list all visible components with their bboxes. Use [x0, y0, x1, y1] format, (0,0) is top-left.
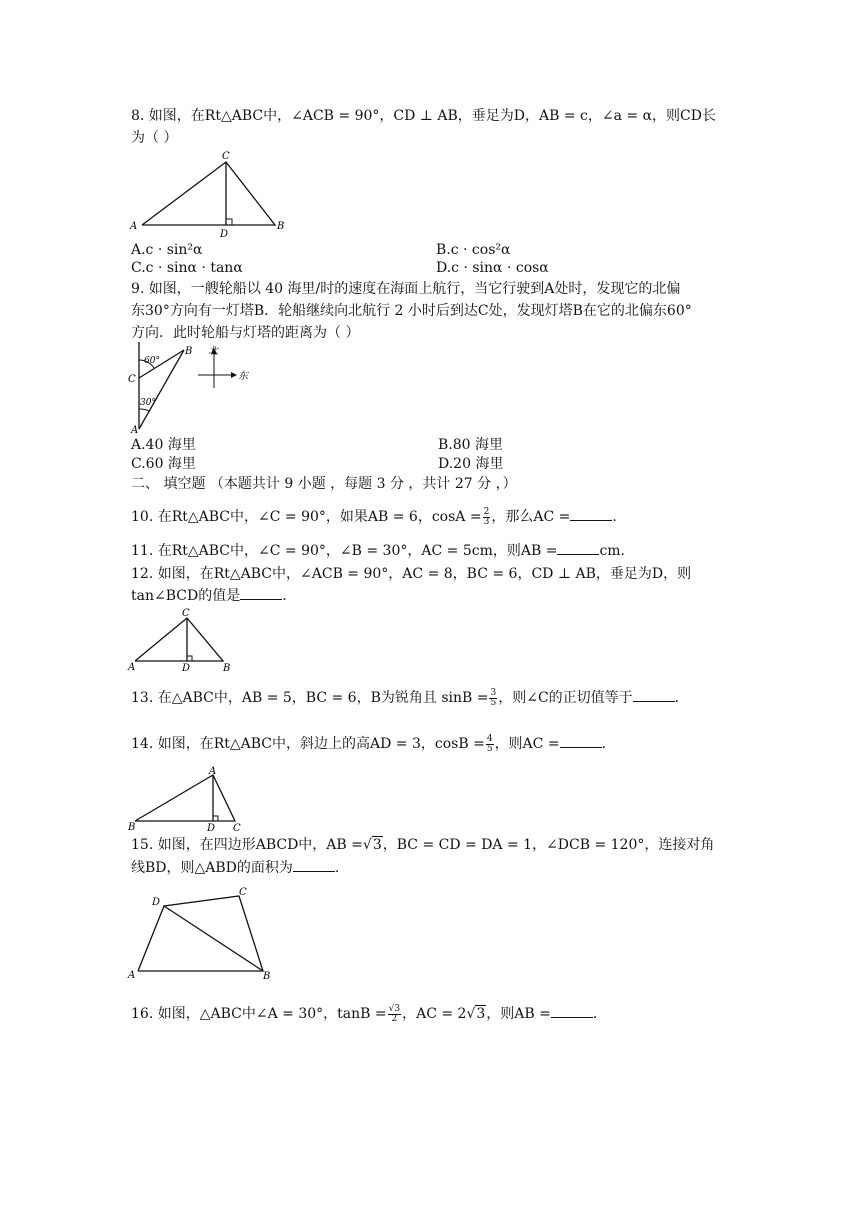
q13-fraction: $\frac{3}{5}$ — [490, 687, 497, 708]
q15-label-c: C — [239, 887, 247, 898]
q8-text-line1: 8. 如图，在Rt△ABC中，∠ACB = 90°，CD ⊥ AB，垂足为D，AB = c，∠a = α，则CD长 — [131, 108, 716, 124]
q9-label-a: A — [131, 425, 139, 434]
q14-triangle-figure — [125, 764, 250, 834]
q9-text-line2: 东30°方向有一灯塔B．轮船继续向北航行 2 小时后到达C处，发现灯塔B在它的北偏东60° — [131, 303, 692, 319]
q15-answer-blank — [293, 859, 335, 872]
q9-text-line1: 9. 如图，一艘轮船以 40 海里/时的速度在海面上航行，当它行驶到A处时，发现它的北偏 — [131, 281, 681, 297]
q12-label-d: D — [182, 663, 191, 674]
q16-answer-blank — [551, 1005, 593, 1018]
q12-label-c: C — [182, 608, 190, 619]
q15-sqrt: √3 — [362, 837, 382, 853]
q12-triangle-figure — [125, 608, 240, 676]
q9-ship-figure — [128, 342, 258, 434]
q14-answer-blank — [560, 735, 602, 748]
q11-text: 11. 在Rt△ABC中，∠C = 90°，∠B = 30°，AC = 5cm，则AB = cm. — [131, 543, 626, 559]
q14-label-a: A — [209, 766, 217, 777]
q12-label-a: A — [128, 662, 136, 673]
q10-fraction: $\frac{2}{3}$ — [483, 506, 490, 527]
q9-option-c: C.60 海里 — [131, 456, 196, 472]
q8-option-c: C.c · sinα · tanα — [131, 260, 243, 276]
q12-answer-blank — [240, 587, 282, 600]
q13-text: 13. 在△ABC中，AB = 5，BC = 6，B为锐角且 sinB = $\frac{3}{5}$ ，则∠C的正切值等于 . — [131, 687, 680, 708]
q16-sqrt: √3 — [466, 1006, 486, 1022]
q16-text: 16. 如图，△ABC中∠A = 30°，tanB = $\frac{√3}{2}$ ，AC = 2√3，则AB = . — [131, 1003, 598, 1024]
q12-text-line1: 12. 如图，在Rt△ABC中，∠ACB = 90°，AC = 8，BC = 6，CD ⊥ AB，垂足为D，则 — [131, 566, 692, 582]
q8-option-a: A.c · sin²α — [131, 242, 203, 258]
q8-text-line2: 为（ ） — [131, 130, 178, 146]
q9-option-a: A.40 海里 — [131, 437, 196, 453]
q16-fraction: $\frac{√3}{2}$ — [388, 1003, 401, 1024]
q8-label-c: C — [222, 151, 230, 162]
q14-label-d: D — [207, 823, 216, 834]
q9-angle-30: 30° — [140, 398, 156, 408]
q14-label-b: B — [128, 822, 136, 833]
q9-north-label: 北 — [208, 346, 218, 357]
q9-option-b: B.80 海里 — [438, 437, 504, 453]
q9-label-b: B — [185, 346, 193, 357]
q9-label-c: C — [128, 374, 136, 385]
q8-label-b: B — [277, 221, 285, 232]
q8-triangle-figure — [125, 146, 295, 241]
q9-text-line3: 方向．此时轮船与灯塔的距离为（ ） — [131, 325, 360, 341]
q13-answer-blank — [633, 689, 675, 702]
q15-quadrilateral-figure — [125, 884, 280, 982]
q8-option-d: D.c · sinα · cosα — [436, 260, 549, 276]
q9-option-d: D.20 海里 — [438, 456, 504, 472]
q15-text-line1: 15. 如图，在四边形ABCD中，AB =√3，BC = CD = DA = 1，∠DCB = 120°，连接对角 — [131, 837, 715, 853]
section2-heading: 二、 填空题 （本题共计 9 小题 ，每题 3 分 ，共计 27 分 ，） — [131, 476, 517, 492]
q12-label-b: B — [223, 663, 231, 674]
q15-text-line2: 线BD，则△ABD的面积为 . — [131, 860, 340, 876]
q8-label-d: D — [220, 229, 229, 240]
q14-label-c: C — [233, 823, 241, 834]
q14-text: 14. 如图，在Rt△ABC中，斜边上的高AD = 3，cosB = $\frac{4}{5}$ ，则AC = . — [131, 733, 607, 754]
q8-label-a: A — [130, 221, 138, 232]
q12-text-line2: tan∠BCD的值是 . — [131, 588, 287, 604]
q9-angle-60: 60° — [144, 356, 160, 366]
q11-answer-blank — [557, 542, 599, 555]
q15-label-a: A — [128, 970, 136, 981]
q8-option-b: B.c · cos²α — [436, 242, 511, 258]
q10-text: 10. 在Rt△ABC中，∠C = 90°，如果AB = 6，cosA = $\frac{2}{3}$ ，那么AC = . — [131, 506, 617, 527]
q10-answer-blank — [570, 508, 612, 521]
q9-east-label: 东 — [238, 371, 248, 382]
q15-label-b: B — [263, 971, 271, 982]
q14-fraction: $\frac{4}{5}$ — [486, 733, 493, 754]
q15-label-d: D — [152, 897, 161, 908]
